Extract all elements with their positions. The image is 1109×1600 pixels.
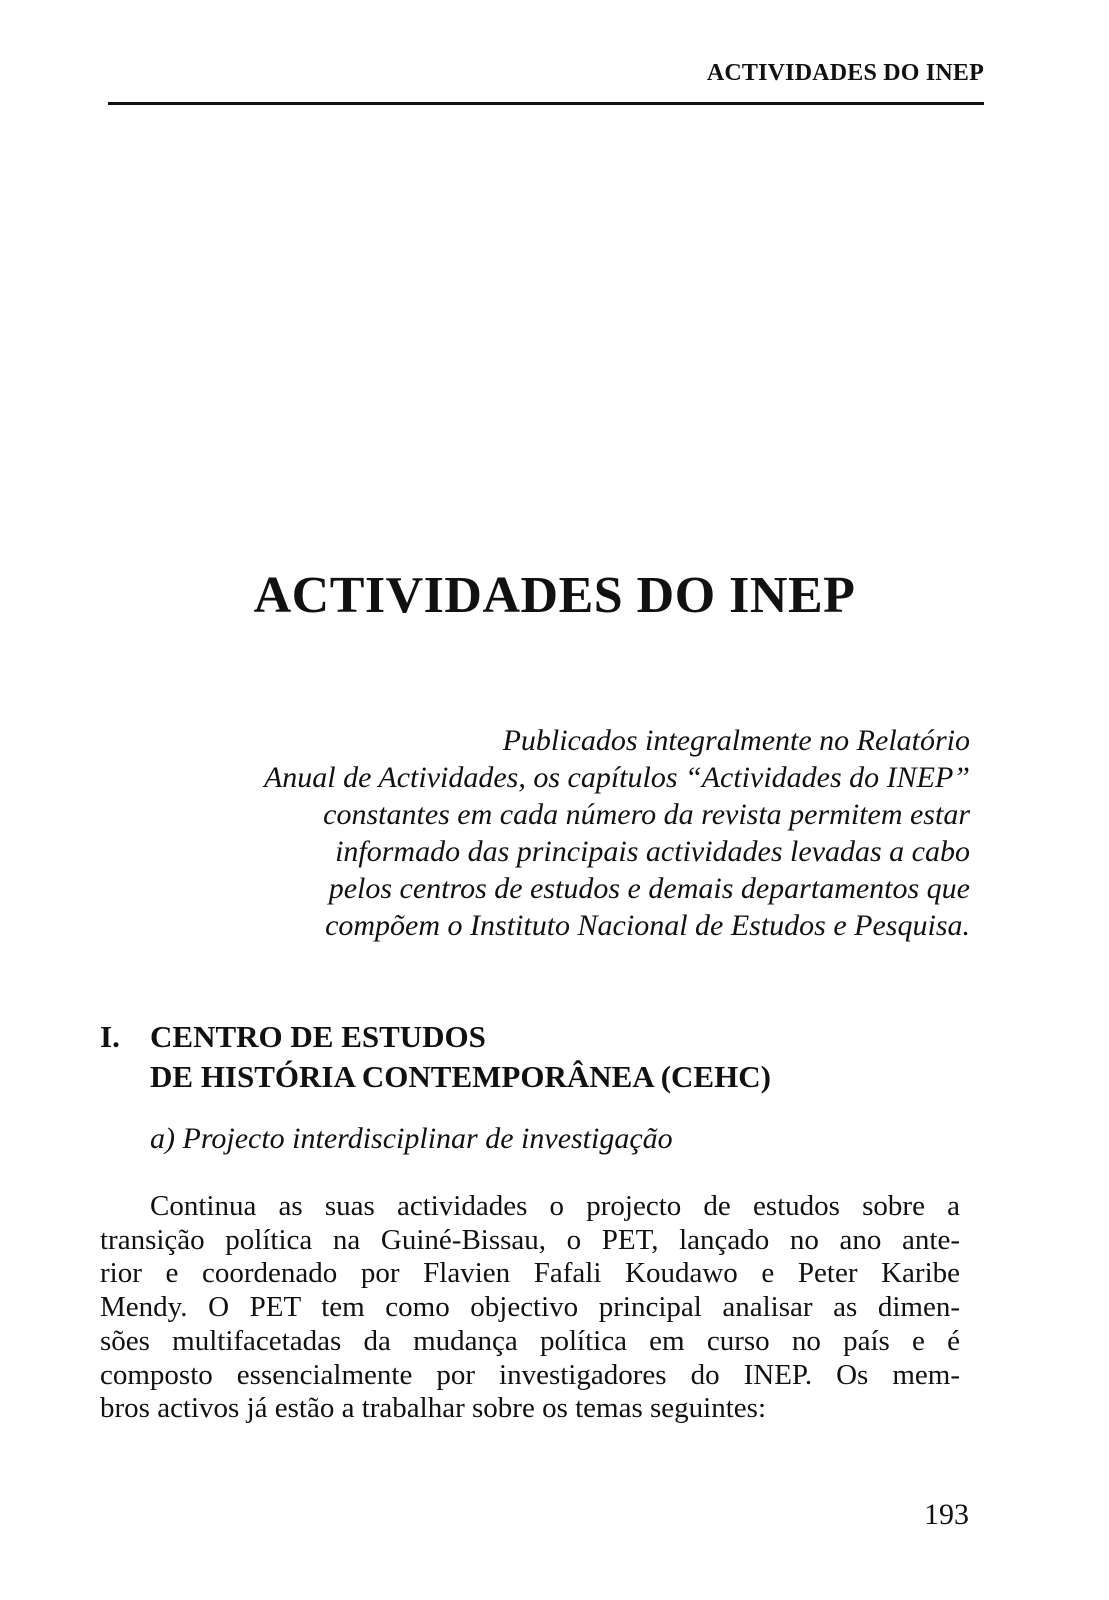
body-paragraph (100, 1190, 960, 1426)
epigraph-line: informado das principais actividades levadas a cabo (335, 835, 970, 868)
subsection-heading: a) Projecto interdisciplinar de investigação (150, 1122, 673, 1155)
epigraph-line: Publicados integralmente no Relatório (502, 724, 970, 757)
epigraph (200, 722, 970, 944)
paragraph-line: sões multifacetadas da mudança política em curso no país e é (100, 1324, 960, 1357)
page-title: ACTIVIDADES DO INEP (253, 567, 856, 624)
section-number: I. (100, 1019, 120, 1054)
section-heading-line: CENTRO DE ESTUDOS (150, 1019, 486, 1054)
paragraph-line: bros activos já estão a trabalhar sobre os temas seguintes: (100, 1392, 766, 1425)
paragraph-line: Mendy. O PET tem como objectivo principal analisar as dimen- (100, 1291, 960, 1324)
page-number: 193 (924, 1498, 969, 1531)
epigraph-line: pelos centros de estudos e demais departamentos que (328, 872, 970, 905)
section-heading-line: DE HISTÓRIA CONTEMPORÂNEA (CEHC) (150, 1059, 771, 1094)
epigraph-line: constantes em cada número da revista permitem estar (323, 798, 970, 831)
header-rule (108, 102, 984, 105)
paragraph-line: composto essencialmente por investigadores do INEP. Os mem- (100, 1358, 960, 1391)
epigraph-line: compõem o Instituto Nacional de Estudos e Pesquisa. (325, 909, 970, 942)
paragraph-line: rior e coordenado por Flavien Fafali Koudawo e Peter Karibe (100, 1257, 960, 1290)
section-heading (100, 1017, 980, 1097)
running-header: ACTIVIDADES DO INEP (706, 60, 984, 86)
paragraph-line: transição política na Guiné-Bissau, o PET, lançado no ano ante- (100, 1223, 960, 1256)
paragraph-line: Continua as suas actividades o projecto de estudos sobre a (150, 1190, 960, 1222)
epigraph-line: Anual de Actividades, os capítulos “Actividades do INEP” (263, 761, 970, 794)
